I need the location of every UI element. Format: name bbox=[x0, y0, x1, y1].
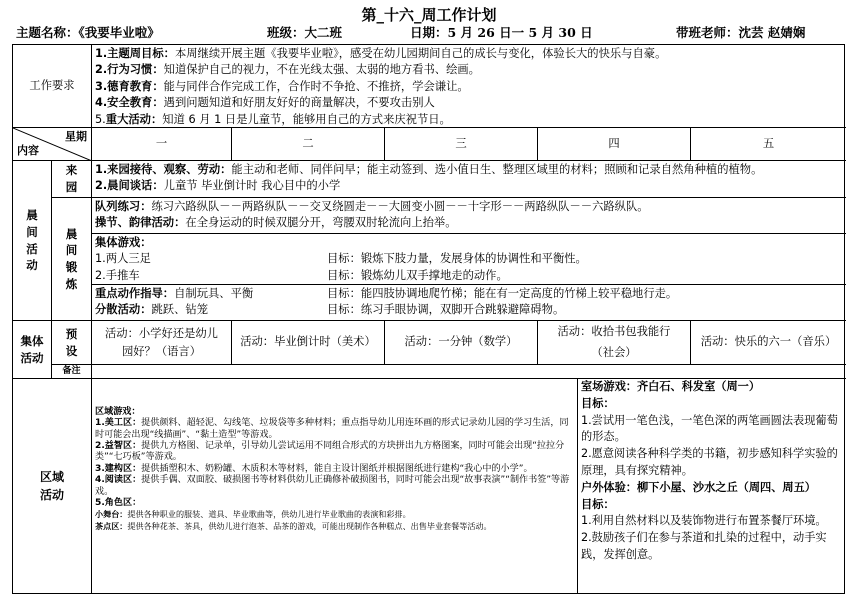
collective-monday: 活动：小学好还是幼儿 园好？（语言） bbox=[92, 321, 232, 365]
preset-label: 预 设 bbox=[52, 321, 92, 365]
requirement-2: 2.行为习惯：知道保护自己的视力，不在光线太强、太弱的地方看书、绘画。 bbox=[95, 63, 480, 77]
venue-outdoor-content: 室场游戏：齐白石、科发室（周一） 目标： 1.尝试用一笔色浅，一笔色深的两笔画圆法表现葡萄的形态。 2.愿意阅读各种科学类的书籍，初步感知科学实验的原理，具有探究精神。 户外体验：柳下小屋、沙水之丘（周四、周五） 目标： 1.利用自然材料以及装饰物进行布置茶餐厅环境。 2.鼓励孩子们在参与茶道和扎染的过程中，动手实践，发挥创意。 bbox=[581, 380, 838, 561]
area-item-reading: 4.阅读区：提供手偶、双面胶、破损图书等材料供幼儿正确修补破损图书，同时可能会出现“故事表演”“制作书签”等游戏。 bbox=[95, 475, 570, 497]
area-activity-label: 区域 活动 bbox=[13, 379, 92, 593]
requirement-5: 5.重大活动：知道 6 月 1 日是儿童节，能够用自己的方式来庆祝节日。 bbox=[95, 112, 451, 126]
arrival-label: 来 园 bbox=[52, 161, 92, 198]
content-label: 内容 bbox=[17, 144, 39, 158]
page-title: 第_十六_周工作计划 bbox=[361, 6, 497, 24]
weekly-plan-table bbox=[12, 44, 845, 594]
collective-thursday: 活动：收拾书包我能行 （社会） bbox=[538, 321, 691, 365]
collective-wednesday: 活动：一分钟（数学） bbox=[385, 321, 538, 365]
collective-friday: 活动：快乐的六一（音乐） bbox=[691, 321, 846, 365]
work-requirements-content bbox=[92, 45, 846, 128]
collective-activity-label: 集体 活动 bbox=[13, 321, 52, 379]
morning-activity-label: 晨 间 活 动 bbox=[13, 161, 52, 321]
day-monday: 一 bbox=[92, 128, 232, 161]
group-game-content: 集体游戏： 1.两人三足 目标：锻炼下肢力量，发展身体的协调性和平衡性。 2.手推车 目标：锻炼幼儿双手撑地走的动作。 bbox=[92, 234, 846, 285]
area-item-construction: 3.建构区：提供插塑积木、奶粉罐、木质积木等材料，能自主设计图纸并根据图纸进行建构“我心中的小学”。 bbox=[95, 463, 533, 474]
weekday-content-header bbox=[13, 128, 92, 161]
queue-drill-content: 队列练习：练习六路纵队－－两路纵队－－交叉绕圆走－－大圆变小圆－－十字形－－两路纵队－－六路纵队。 操节、韵律活动：在全身运动的时候双腿分开，弯腰双肘轮流向上抬举。 bbox=[92, 198, 846, 234]
requirement-4: 4.安全教育：遇到问题知道和好朋友好好的商量解决，不要攻击别人 bbox=[95, 96, 435, 110]
day-wednesday: 三 bbox=[385, 128, 538, 161]
exercise-label: 晨 间 锻 炼 bbox=[52, 198, 92, 321]
area-games-content: 区域游戏： 1.美工区：提供颜料、超轻泥、勾线笔、垃圾袋等多种材料；重点指导幼儿用连环画的形式记录幼儿园的学习生活，同时可能会出现“线描画”、“黏土造型”等游戏。 2.益智区：提供九方格图、记录单，引导幼儿尝试运用不同组合形式的方块拼出九方格图案，同时可能会出现“拉拉分类”“七巧板”等游戏。 3.建构区：提供插塑积木、奶粉罐、木质积木等材料，能自主设计图纸并根据图纸进行建构“我心中的小学”。 4.阅读区：提供手偶、双面胶、破损图书等材料供幼儿正确修补破损图书，同时可能会出现“故事表演”“制作书签”等游戏。 5.角色区： 小舞台：提供各种职业的服装、道具、毕业歌曲等，供幼儿进行毕业歌曲的表演和彩排。 茶点区：提供各种花茶、茶具，供幼儿进行泡茶、品茶的游戏，可能出现制作各种糕点、出售毕业套餐等活动。 bbox=[92, 379, 578, 593]
theme-name: 主题名称：《我要毕业啦》 bbox=[16, 25, 160, 40]
requirement-3: 3.德育教育：能与同伴合作完成工作，合作时不争抢、不推挤，学会谦让。 bbox=[95, 79, 469, 93]
area-item-art: 1.美工区：提供颜料、超轻泥、勾线笔、垃圾袋等多种材料；重点指导幼儿用连环画的形式记录幼儿园的学习生活，同时可能会出现“线描画”、“黏土造型”等游戏。 bbox=[95, 418, 569, 440]
collective-tuesday: 活动：毕业倒计时（美术） bbox=[232, 321, 385, 365]
area-item-stage: 小舞台：提供各种职业的服装、道具、毕业歌曲等，供幼儿进行毕业歌曲的表演和彩排。 bbox=[95, 509, 411, 520]
notes-label: 备注 bbox=[52, 365, 92, 379]
area-item-puzzle: 2.益智区：提供九方格图、记录单，引导幼儿尝试运用不同组合形式的方块拼出九方格图案，同时可能会出现“拉拉分类”“七巧板”等游戏。 bbox=[95, 441, 565, 463]
work-requirements-label: 工作要求 bbox=[13, 45, 92, 128]
arrival-content: 1.来园接待、观察、劳动：能主动和老师、同伴问早；能主动签到、选小值日生、整理区域里的材料；照顾和记录自然角种植的植物。 2.晨间谈话：儿童节 毕业倒计时 我心目中的小学 bbox=[92, 161, 846, 198]
area-item-tea: 茶点区：提供各种花茶、茶具，供幼儿进行泡茶、品茶的游戏，可能出现制作各种糕点、出售毕业套餐等活动。 bbox=[95, 520, 492, 531]
class-name: 班级：大二班 bbox=[267, 25, 343, 40]
key-action-content: 重点动作指导：自制玩具、平衡 目标：能四肢协调地爬竹梯；能在有一定高度的竹梯上较平稳地行走。 分散活动：跳跃、钻笼 目标：练习手眼协调，双脚开合跳躲避障碍物。 bbox=[92, 285, 846, 321]
requirement-1: 1.主题周目标：本周继续开展主题《我要毕业啦》，感受在幼儿园期间自己的成长与变化，体验长大的快乐与自豪。 bbox=[95, 47, 667, 60]
weekday-label: 星期 bbox=[65, 130, 87, 143]
notes-content bbox=[92, 365, 846, 379]
day-friday: 五 bbox=[691, 128, 846, 161]
teachers: 带班老师：沈芸 赵婧娴 bbox=[676, 25, 806, 40]
day-thursday: 四 bbox=[538, 128, 691, 161]
day-tuesday: 二 bbox=[232, 128, 385, 161]
date-range: 日期：5 月 26 日一 5 月 30 日 bbox=[410, 25, 593, 40]
